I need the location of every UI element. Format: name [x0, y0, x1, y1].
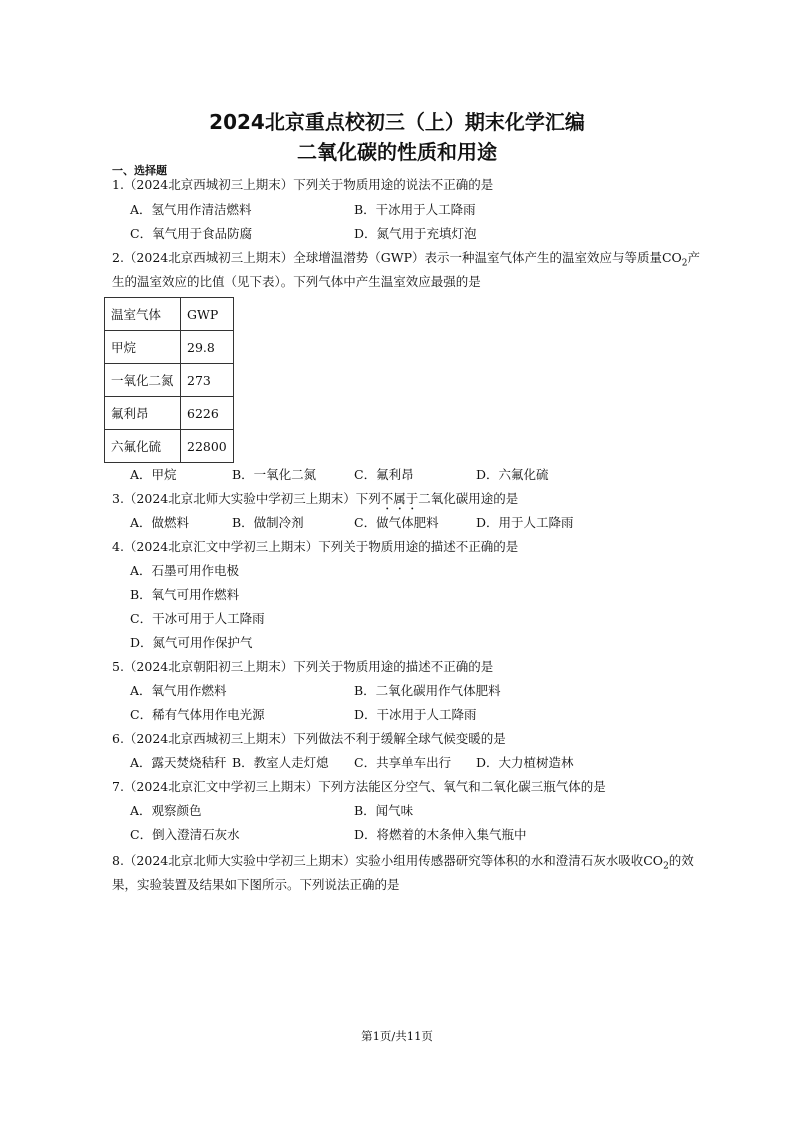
- q3-stem-part-b: 二氧化碳用途的是: [418, 491, 519, 506]
- q6-option-d: D．大力植树造林: [476, 755, 574, 770]
- table-row: [105, 298, 234, 331]
- page-title: 2024北京重点校初三（上）期末化学汇编: [209, 110, 585, 134]
- table-row: [105, 430, 234, 463]
- table-cell: 273: [181, 364, 234, 397]
- q1-option-a: A．氢气用作清洁燃料: [130, 202, 252, 217]
- question-2-stem: [112, 250, 700, 272]
- q8-stem-part-a: 8.（2024北京北师大实验中学初三上期末）实验小组用传感器研究等体积的水和澄清石灰水吸收CO: [112, 853, 664, 868]
- q7-option-d: D．将燃着的木条伸入集气瓶中: [354, 827, 527, 842]
- question-8-stem-line2: 果，实验装置及结果如下图所示。下列说法正确的是: [112, 877, 400, 892]
- question-2-stem-line2: 生的温室效应的比值（见下表）。下列气体中产生温室效应最强的是: [112, 274, 481, 289]
- table-cell: 甲烷: [105, 331, 181, 364]
- q2-option-d: D．六氟化硫: [476, 467, 549, 482]
- q2-stem-part-a: 2.（2024北京西城初三上期末）全球增温潜势（GWP）表示一种温室气体产生的温室效应与等质量CO: [112, 250, 682, 265]
- q7-option-a: A．观察颜色: [130, 803, 202, 818]
- q5-option-c: C．稀有气体用作电光源: [130, 707, 265, 722]
- page-subtitle: 二氧化碳的性质和用途: [297, 140, 497, 164]
- q2-stem-part-b: 产: [687, 250, 701, 265]
- q3-option-b: B．做制冷剂: [232, 515, 304, 530]
- table-cell: 一氧化二氮: [105, 364, 181, 397]
- table-cell: 六氟化硫: [105, 430, 181, 463]
- q4-option-a: A．石墨可用作电极: [130, 563, 240, 578]
- q5-option-a: A．氧气用作燃料: [130, 683, 227, 698]
- q3-option-d: D．用于人工降雨: [476, 515, 574, 530]
- q1-option-c: C．氧气用于食品防腐: [130, 226, 253, 241]
- q6-option-b: B．教室人走灯熄: [232, 755, 329, 770]
- table-cell: 6226: [181, 397, 234, 430]
- table-row: [105, 397, 234, 430]
- q2-option-a: A．甲烷: [130, 467, 177, 482]
- q5-option-d: D．干冰用于人工降雨: [354, 707, 477, 722]
- table-cell: GWP: [181, 298, 234, 331]
- table-cell: 氟利昂: [105, 397, 181, 430]
- q7-option-b: B．闻气味: [354, 803, 414, 818]
- q6-option-a: A．露天焚烧秸秆: [130, 755, 227, 770]
- q2-option-c: C．氟利昂: [354, 467, 414, 482]
- q4-option-c: C．干冰可用于人工降雨: [130, 611, 265, 626]
- q1-option-b: B．干冰用于人工降雨: [354, 202, 476, 217]
- table-cell: 22800: [181, 430, 234, 463]
- q2-stem-subscript: 2: [681, 258, 688, 269]
- q3-option-a: A．做燃料: [130, 515, 190, 530]
- table-cell: 温室气体: [105, 298, 181, 331]
- q4-option-b: B．氧气可用作燃料: [130, 587, 240, 602]
- gwp-table: [104, 297, 234, 463]
- q8-stem-subscript: 2: [663, 861, 669, 872]
- question-1-stem: 1.（2024北京西城初三上期末）下列关于物质用途的说法不正确的是: [112, 177, 494, 192]
- q4-option-d: D．氮气可用作保护气: [130, 635, 253, 650]
- section-heading: 一、选择题: [112, 164, 167, 177]
- q5-option-b: B．二氧化碳用作气体肥料: [354, 683, 501, 698]
- question-4-stem: 4.（2024北京汇文中学初三上期末）下列关于物质用途的描述不正确的是: [112, 539, 519, 554]
- table-row: [105, 331, 234, 364]
- question-6-stem: 6.（2024北京西城初三上期末）下列做法不利于缓解全球气候变暖的是: [112, 731, 506, 746]
- q3-stem-part-a: 3.（2024北京北师大实验中学初三上期末）下列: [112, 491, 381, 506]
- q2-option-b: B．一氧化二氮: [232, 467, 317, 482]
- q1-option-d: D．氮气用于充填灯泡: [354, 226, 477, 241]
- q6-option-c: C．共享单车出行: [354, 755, 452, 770]
- table-row: [105, 364, 234, 397]
- question-8-stem: [112, 853, 694, 875]
- q8-stem-part-b: 的效: [668, 853, 694, 868]
- page-footer: 第1页/共11页: [361, 1029, 433, 1043]
- question-3-stem: [112, 491, 518, 513]
- q3-stem-emphasis: 不属于: [380, 491, 419, 506]
- q7-option-c: C．倒入澄清石灰水: [130, 827, 240, 842]
- question-5-stem: 5.（2024北京朝阳初三上期末）下列关于物质用途的描述不正确的是: [112, 659, 494, 674]
- q3-option-c: C．做气体肥料: [354, 515, 439, 530]
- table-cell: 29.8: [181, 331, 234, 364]
- question-7-stem: 7.（2024北京汇文中学初三上期末）下列方法能区分空气、氧气和二氧化碳三瓶气体的是: [112, 779, 606, 794]
